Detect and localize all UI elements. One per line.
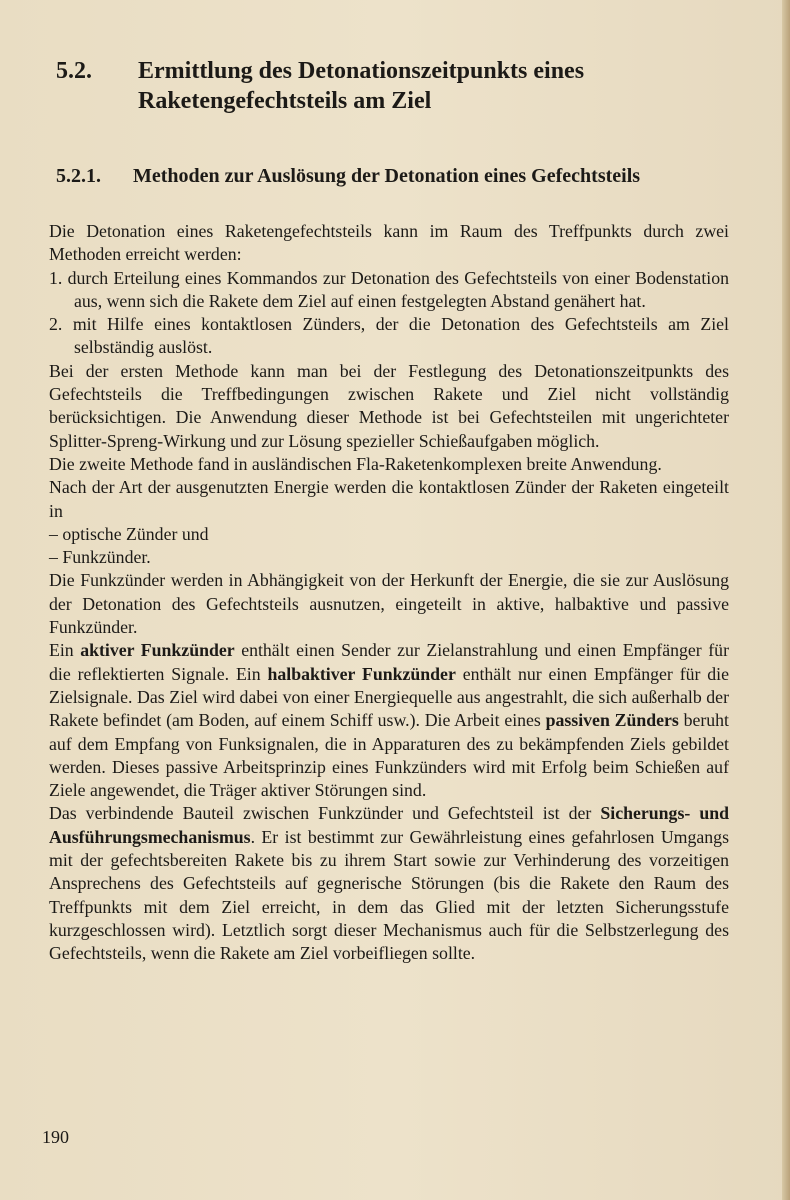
paragraph-second-method: Die zweite Methode fand in ausländischen Fla-Raketenkomplexen breite Anwendung. — [49, 453, 662, 474]
intro-paragraph: Die Detonation eines Raketengefechtsteils kann im Raum des Treffpunkts durch zwei Methoden erreicht werden: — [49, 221, 729, 265]
term-active-fuze: aktiver Funkzünder — [80, 640, 235, 661]
dash-item-optical: – optische Zünder und — [49, 523, 209, 544]
term-safety-mechanism: Sicherungs- und Ausführungsmechanismus — [49, 803, 729, 847]
section-number: 5.2. — [56, 58, 92, 84]
term-semiactive-fuze: halbaktiver Funkzünder — [267, 663, 456, 684]
subsection-number: 5.2.1. — [56, 165, 101, 187]
paragraph-funkzuender: Die Funkzünder werden in Abhängigkeit von der Herkunft der Energie, die sie zur Auslösung der Detonation des Gefechtsteils ausnutzen, eingeteilt in aktive, halbaktive und passive Funkzünder. — [49, 570, 729, 638]
text-run: beruht auf dem Empfang von Funksignalen, die in Apparaturen des zu bekämpfenden Ziels gebildet werden. Dieses passive Arbeitsprinzip eines Funkzünders wird mit Erfolg beim Schießen auf Ziele angewendet, die Träger aktiver Störungen sind. — [49, 710, 730, 801]
paragraph-first-method: Bei der ersten Methode kann man bei der Festlegung des Detonationszeitpunkts des Gefechtsteils die Treffbedingungen zwischen Rakete und Ziel nicht vollständig berücksichtigen. Die Anwendung dieser Methode ist bei Gefechtsteilen mit ungerichteter Splitter-Spreng-Wirkung und zur Lösung spezieller Schießaufgaben möglich. — [49, 360, 729, 451]
text-run: enthält nur einen Empfänger für die Zielsignale. Das Ziel wird dabei von einer Energiequelle aus angestrahlt, die sich außerhalb der Rakete befindet (am Boden, auf einem Schiff usw.). Die Arbeit eines — [49, 663, 730, 731]
paragraph-active-fuze — [49, 639, 729, 802]
term-passive-fuze: passiven Zünders — [545, 710, 679, 731]
body-text — [49, 220, 729, 966]
text-run: enthält einen Sender zur Zielanstrahlung und einen Empfänger für die reflektierten Signale. Ein — [49, 640, 729, 684]
list-item-2: 2. mit Hilfe eines kontaktlosen Zünders, der die Detonation des Gefechtsteils am Ziel selbständig auslöst. — [49, 314, 729, 358]
dash-item-radio: – Funkzünder. — [49, 547, 151, 568]
subsection-title: Methoden zur Auslösung der Detonation eines Gefechtsteils — [133, 165, 641, 187]
paragraph-energy: Nach der Art der ausgenutzten Energie werden die kontaktlosen Zünder der Raketen eingeteilt in — [49, 477, 729, 521]
page-number: 190 — [42, 1127, 69, 1147]
text-run: Das verbindende Bauteil zwischen Funkzünder und Gefechtsteil ist der — [49, 803, 601, 824]
list-item-1: 1. durch Erteilung eines Kommandos zur Detonation des Gefechtsteils von einer Bodenstation aus, wenn sich die Rakete dem Ziel auf einen festgelegten Abstand genähert hat. — [49, 267, 729, 311]
paragraph-safety-mechanism — [49, 802, 729, 965]
page-edge — [782, 0, 790, 1200]
section-title: Ermittlung des Detonationszeitpunkts eines Raketengefechtsteils am Ziel — [138, 58, 585, 114]
text-run: Ein — [49, 640, 81, 661]
text-run: . Er ist bestimmt zur Gewährleistung eines gefahrlosen Umgangs mit der gefechtsbereiten Rakete bis zu ihrem Start sowie zur Verhinderung des vorzeitigen Ansprechens des Gefechtsteils auf gegnerische Störungen (bis die Rakete den Raum des Treffpunkts mit dem Ziel erreicht, in dem das Glied mit der letzten Sicherungsstufe kurzgeschlossen wird). Letztlich sorgt dieser Mechanismus auch für die Selbstzerlegung des Gefechtsteils, wenn die Rakete am Ziel vorbeifliegen sollte. — [49, 826, 729, 964]
